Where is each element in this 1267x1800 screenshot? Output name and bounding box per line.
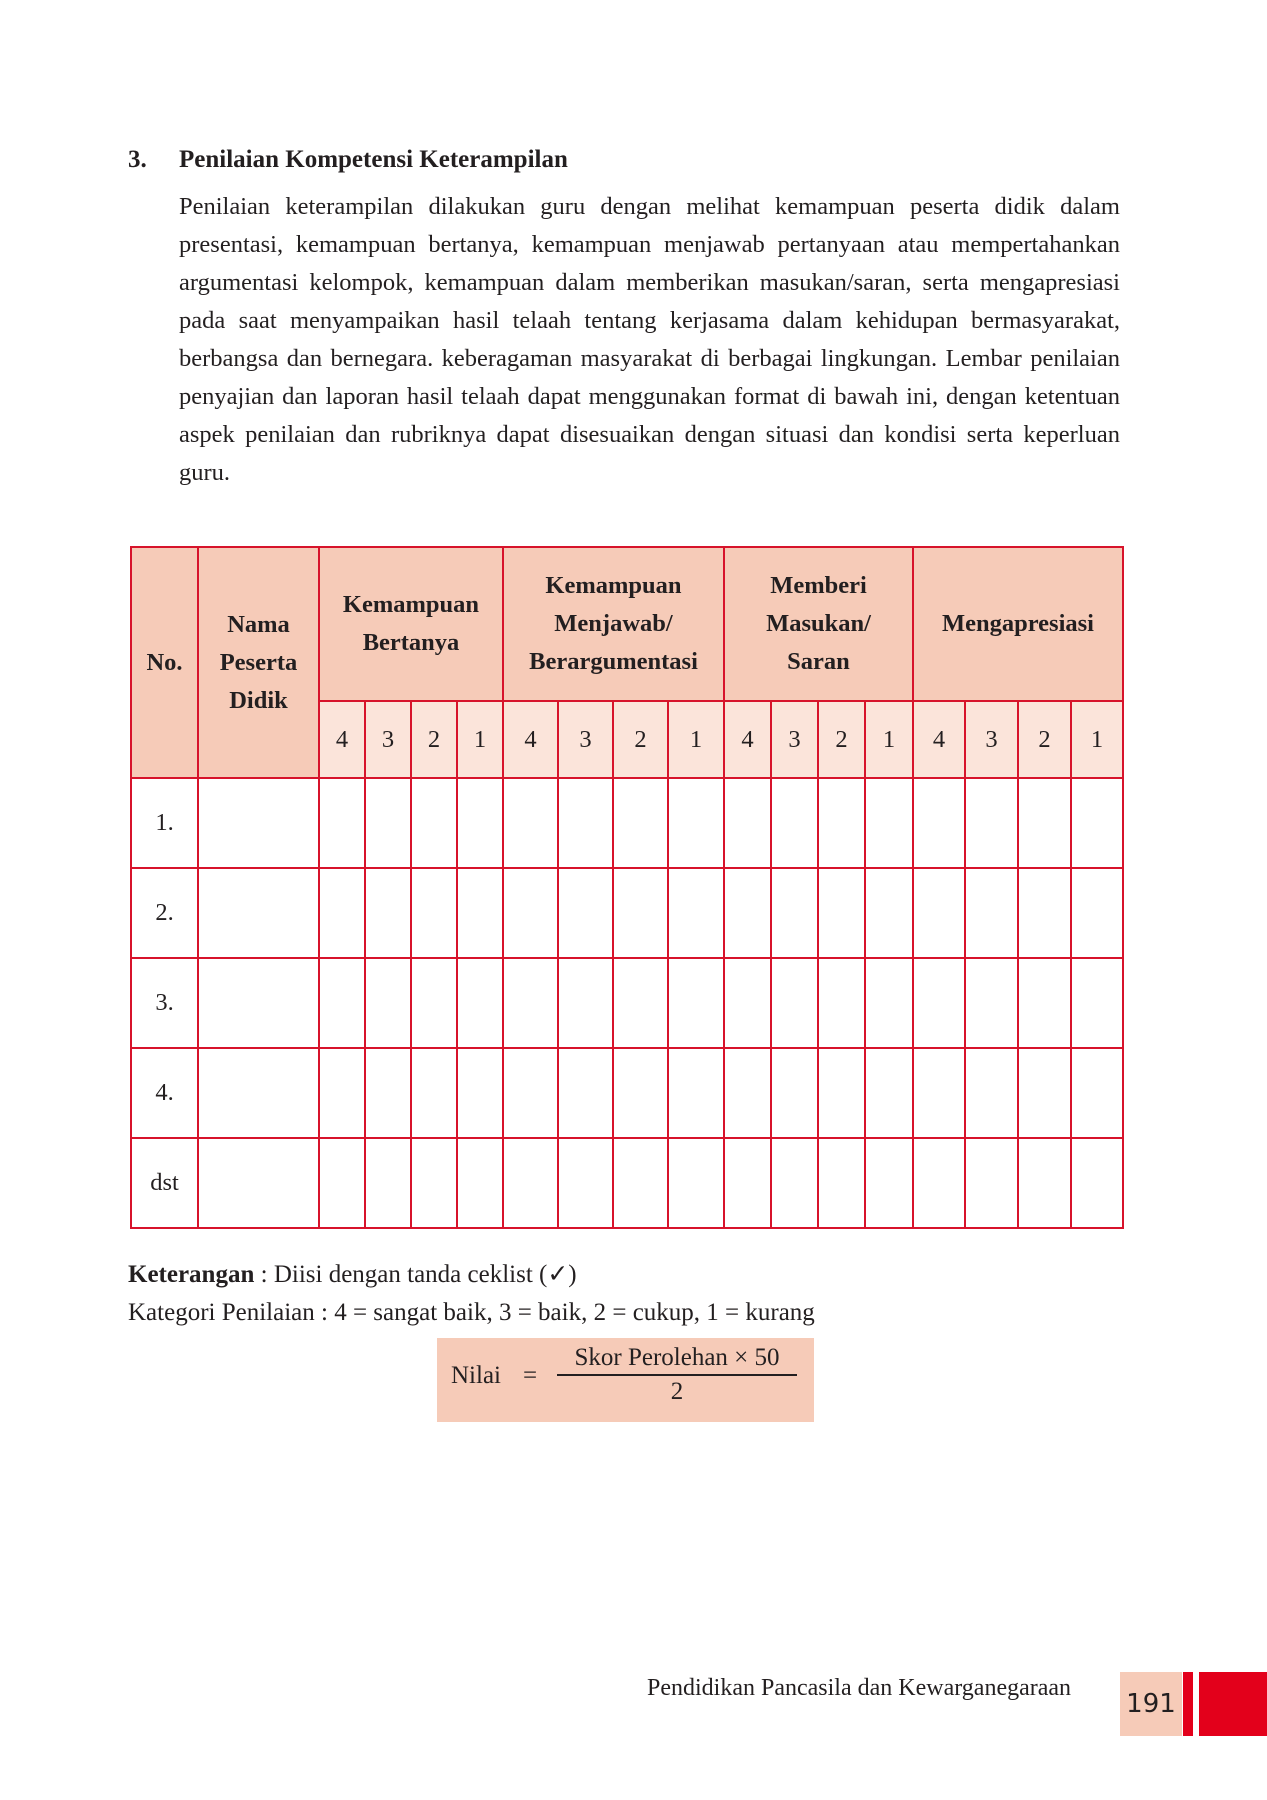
score-checkbox-cell[interactable] <box>319 1048 365 1138</box>
keterangan-label: Keterangan <box>128 1261 255 1288</box>
score-checkbox-cell[interactable] <box>319 1138 365 1228</box>
header-group-asking: Kemampuan Bertanya <box>319 547 503 701</box>
score-checkbox-cell[interactable] <box>503 868 558 958</box>
table-row <box>131 868 1123 958</box>
score-checkbox-cell[interactable] <box>319 958 365 1048</box>
formula-lhs: Nilai <box>451 1362 501 1389</box>
score-checkbox-cell[interactable] <box>558 1048 613 1138</box>
score-checkbox-cell[interactable] <box>724 778 771 868</box>
score-checkbox-cell[interactable] <box>913 1138 965 1228</box>
score-checkbox-cell[interactable] <box>613 1138 668 1228</box>
score-checkbox-cell[interactable] <box>558 778 613 868</box>
score-checkbox-cell[interactable] <box>1018 958 1071 1048</box>
row-number: 2. <box>131 868 198 958</box>
score-checkbox-cell[interactable] <box>668 958 724 1048</box>
score-checkbox-cell[interactable] <box>503 1048 558 1138</box>
score-checkbox-cell[interactable] <box>1018 778 1071 868</box>
score-checkbox-cell[interactable] <box>503 958 558 1048</box>
score-checkbox-cell[interactable] <box>411 778 457 868</box>
score-header: 4 <box>724 701 771 778</box>
header-group-feedback: Memberi Masukan/ Saran <box>724 547 913 701</box>
header-no: No. <box>131 547 198 778</box>
score-header: 3 <box>965 701 1018 778</box>
section-number: 3. <box>128 146 147 173</box>
score-checkbox-cell[interactable] <box>457 1048 503 1138</box>
score-checkbox-cell[interactable] <box>503 778 558 868</box>
score-checkbox-cell[interactable] <box>865 1138 913 1228</box>
student-name-cell[interactable] <box>198 1138 319 1228</box>
score-checkbox-cell[interactable] <box>1071 778 1123 868</box>
score-checkbox-cell[interactable] <box>613 958 668 1048</box>
student-name-cell[interactable] <box>198 1048 319 1138</box>
score-checkbox-cell[interactable] <box>613 1048 668 1138</box>
score-checkbox-cell[interactable] <box>1018 1048 1071 1138</box>
footer-accent-bar-thin <box>1183 1672 1193 1736</box>
score-checkbox-cell[interactable] <box>365 958 411 1048</box>
score-header: 4 <box>319 701 365 778</box>
score-checkbox-cell[interactable] <box>818 1048 865 1138</box>
table-row <box>131 958 1123 1048</box>
score-checkbox-cell[interactable] <box>558 1138 613 1228</box>
score-checkbox-cell[interactable] <box>365 1048 411 1138</box>
score-header: 2 <box>818 701 865 778</box>
score-checkbox-cell[interactable] <box>771 778 818 868</box>
table-row <box>131 778 1123 868</box>
student-name-cell[interactable] <box>198 958 319 1048</box>
footer-book-title: Pendidikan Pancasila dan Kewarganegaraan <box>647 1675 1072 1701</box>
score-checkbox-cell[interactable] <box>913 778 965 868</box>
score-checkbox-cell[interactable] <box>1071 1048 1123 1138</box>
score-checkbox-cell[interactable] <box>457 1138 503 1228</box>
formula-fraction <box>557 1344 797 1406</box>
score-checkbox-cell[interactable] <box>965 1048 1018 1138</box>
score-checkbox-cell[interactable] <box>365 868 411 958</box>
score-checkbox-cell[interactable] <box>1071 868 1123 958</box>
score-header: 1 <box>1071 701 1123 778</box>
score-checkbox-cell[interactable] <box>503 1138 558 1228</box>
notes <box>128 1256 815 1332</box>
score-checkbox-cell[interactable] <box>319 778 365 868</box>
score-checkbox-cell[interactable] <box>613 868 668 958</box>
student-name-cell[interactable] <box>198 868 319 958</box>
score-checkbox-cell[interactable] <box>913 868 965 958</box>
score-checkbox-cell[interactable] <box>818 1138 865 1228</box>
score-checkbox-cell[interactable] <box>865 958 913 1048</box>
score-checkbox-cell[interactable] <box>411 868 457 958</box>
score-header: 1 <box>457 701 503 778</box>
page-number: 191 <box>1120 1672 1182 1736</box>
score-checkbox-cell[interactable] <box>365 1138 411 1228</box>
score-checkbox-cell[interactable] <box>668 778 724 868</box>
formula-denominator: 2 <box>670 1378 684 1405</box>
score-checkbox-cell[interactable] <box>865 778 913 868</box>
row-number: dst <box>131 1138 198 1228</box>
score-checkbox-cell[interactable] <box>771 1048 818 1138</box>
score-header: 1 <box>668 701 724 778</box>
score-checkbox-cell[interactable] <box>965 1138 1018 1228</box>
keterangan-text: : Diisi dengan tanda ceklist (✓) <box>254 1261 577 1288</box>
assessment-table <box>130 546 1124 1229</box>
score-header: 3 <box>365 701 411 778</box>
score-checkbox-cell[interactable] <box>965 958 1018 1048</box>
score-checkbox-cell[interactable] <box>865 1048 913 1138</box>
student-name-cell[interactable] <box>198 778 319 868</box>
score-checkbox-cell[interactable] <box>411 1138 457 1228</box>
score-header: 3 <box>771 701 818 778</box>
score-header: 3 <box>558 701 613 778</box>
score-checkbox-cell[interactable] <box>668 868 724 958</box>
score-checkbox-cell[interactable] <box>411 958 457 1048</box>
section-title: Penilaian Kompetensi Keterampilan <box>179 146 568 173</box>
score-checkbox-cell[interactable] <box>724 868 771 958</box>
score-header: 2 <box>1018 701 1071 778</box>
table-row <box>131 1138 1123 1228</box>
score-checkbox-cell[interactable] <box>771 1138 818 1228</box>
table-row <box>131 1048 1123 1138</box>
score-header: 2 <box>613 701 668 778</box>
score-checkbox-cell[interactable] <box>818 868 865 958</box>
formula-equals: = <box>523 1362 538 1389</box>
row-number: 4. <box>131 1048 198 1138</box>
score-checkbox-cell[interactable] <box>319 868 365 958</box>
score-checkbox-cell[interactable] <box>913 958 965 1048</box>
score-header: 2 <box>411 701 457 778</box>
score-checkbox-cell[interactable] <box>1018 1138 1071 1228</box>
score-checkbox-cell[interactable] <box>558 868 613 958</box>
score-header: 4 <box>503 701 558 778</box>
score-checkbox-cell[interactable] <box>365 778 411 868</box>
score-header: 4 <box>913 701 965 778</box>
kategori-line: Kategori Penilaian : 4 = sangat baik, 3 = baik, 2 = cukup, 1 = kurang <box>128 1299 815 1326</box>
section-heading <box>128 146 568 174</box>
score-checkbox-cell[interactable] <box>457 778 503 868</box>
header-group-appreciation: Mengapresiasi <box>913 547 1123 701</box>
score-formula <box>437 1338 814 1422</box>
score-checkbox-cell[interactable] <box>411 1048 457 1138</box>
score-checkbox-cell[interactable] <box>558 958 613 1048</box>
score-checkbox-cell[interactable] <box>724 1048 771 1138</box>
score-checkbox-cell[interactable] <box>613 778 668 868</box>
row-number: 3. <box>131 958 198 1048</box>
score-checkbox-cell[interactable] <box>724 958 771 1048</box>
score-checkbox-cell[interactable] <box>965 778 1018 868</box>
score-checkbox-cell[interactable] <box>724 1138 771 1228</box>
score-checkbox-cell[interactable] <box>457 868 503 958</box>
footer-accent-bar-wide <box>1199 1672 1267 1736</box>
header-group-answering: Kemampuan Menjawab/ Berargumentasi <box>503 547 724 701</box>
score-checkbox-cell[interactable] <box>668 1048 724 1138</box>
score-checkbox-cell[interactable] <box>1071 1138 1123 1228</box>
score-checkbox-cell[interactable] <box>668 1138 724 1228</box>
score-checkbox-cell[interactable] <box>965 868 1018 958</box>
score-checkbox-cell[interactable] <box>913 1048 965 1138</box>
score-header: 1 <box>865 701 913 778</box>
score-checkbox-cell[interactable] <box>771 958 818 1048</box>
score-checkbox-cell[interactable] <box>771 868 818 958</box>
score-checkbox-cell[interactable] <box>1071 958 1123 1048</box>
score-checkbox-cell[interactable] <box>818 778 865 868</box>
header-student-name: Nama Peserta Didik <box>198 547 319 778</box>
score-checkbox-cell[interactable] <box>457 958 503 1048</box>
keterangan-line <box>128 1256 815 1294</box>
row-number: 1. <box>131 778 198 868</box>
score-checkbox-cell[interactable] <box>1018 868 1071 958</box>
score-checkbox-cell[interactable] <box>865 868 913 958</box>
score-checkbox-cell[interactable] <box>818 958 865 1048</box>
section-paragraph: Penilaian keterampilan dilakukan guru dengan melihat kemampuan peserta didik dalam presentasi, kemampuan bertanya, kemampuan menjawab pertanyaan atau mempertahankan argumentasi kelompok, kemampuan dalam memberikan masukan/saran, serta mengapresiasi pada saat menyampaikan hasil telaah tentang kerjasama dalam kehidupan bermasyarakat, berbangsa dan bernegara. keberagaman masyarakat di berbagai lingkungan. Lembar penilaian penyajian dan laporan hasil telaah dapat menggunakan format di bawah ini, dengan ketentuan aspek penilaian dan rubriknya dapat disesuaikan dengan situasi dan kondisi serta keperluan guru. <box>179 193 1120 486</box>
formula-numerator: Skor Perolehan × 50 <box>557 1344 797 1376</box>
